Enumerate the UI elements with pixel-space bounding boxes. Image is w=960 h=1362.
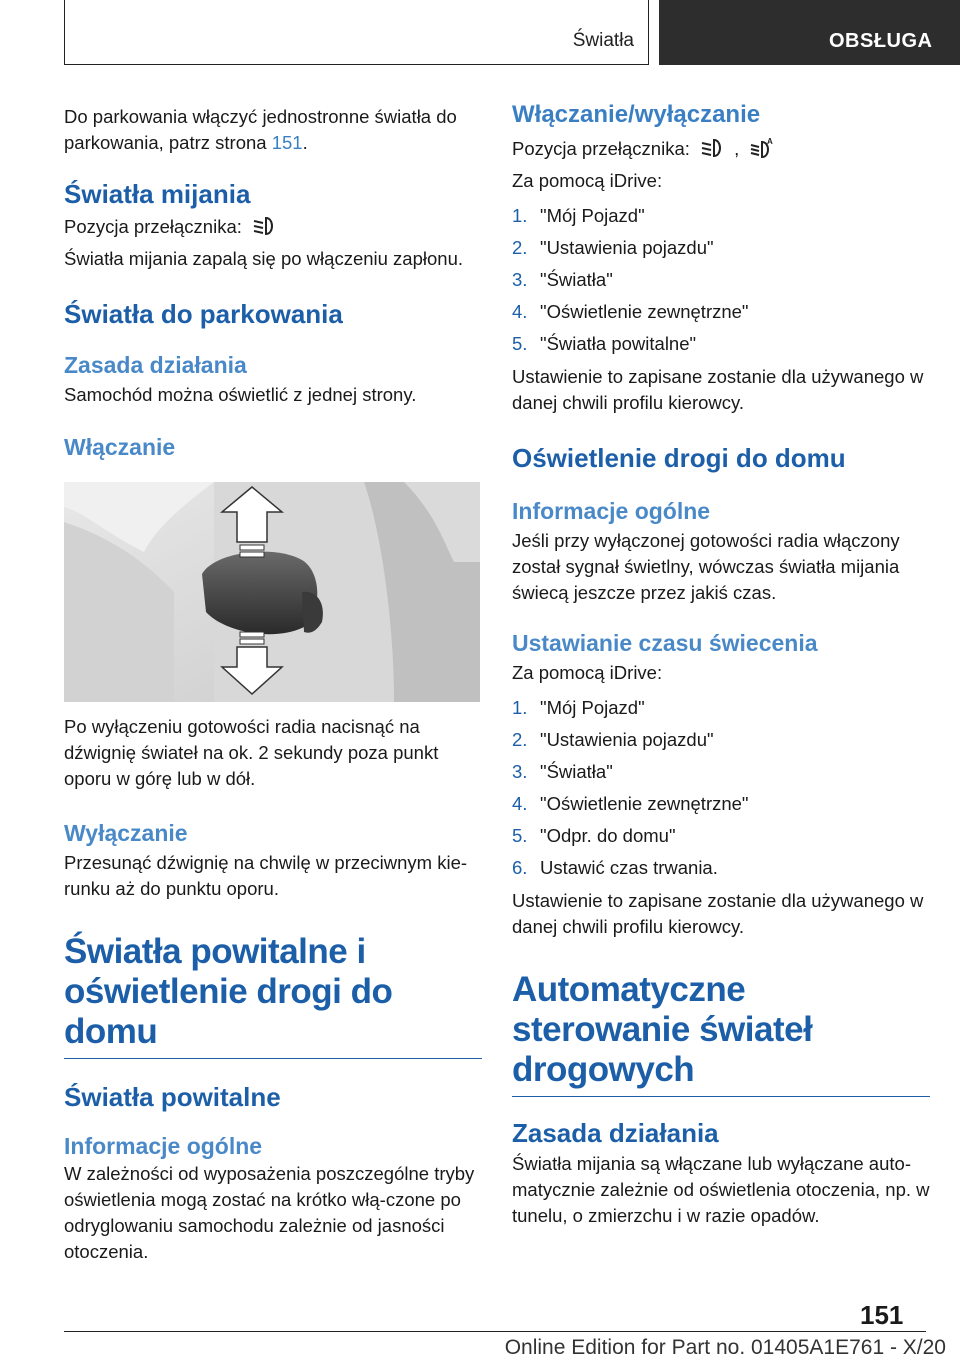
home-note: Ustawienie to zapisane zostanie dla używanego w danej chwili profilu kierowcy. — [512, 890, 924, 937]
onoff-switch-position — [512, 136, 930, 162]
page-reference-link[interactable]: 151 — [271, 132, 303, 153]
home-info-text: Jeśli przy wyłączonej gotowości radia włączony został sygnał świetlny, wówczas światła mijania świecą jeszcze przez jakiś czas. — [512, 530, 900, 603]
parking-on-text: Po wyłączeniu gotowości radia nacisnąć na dźwignię świateł na ok. 2 sekundy poza punkt oporu w górę lub w dół. — [64, 716, 439, 789]
heading-home-info: Informacje ogólne — [512, 498, 711, 524]
list-item-number: 3. — [512, 269, 528, 290]
icon-separator: , — [734, 138, 740, 159]
list-item-text: "Światła powitalne" — [540, 333, 697, 354]
list-item — [512, 852, 930, 884]
heading-on-off: Włączanie/wyłączanie — [512, 101, 761, 128]
low-beam-icon — [699, 137, 725, 159]
list-item — [512, 232, 930, 264]
heading-welcome-home: Światła powitalne i oświetlenie drogi do domu — [64, 932, 482, 1059]
list-item-number: 6. — [512, 857, 528, 878]
list-item-number: 4. — [512, 301, 528, 322]
list-item-text: Ustawić czas trwania. — [540, 857, 718, 878]
left-column — [64, 100, 482, 1265]
heading-parking-lights: Światła do parkowania — [64, 299, 343, 329]
heading-welcome-info: Informacje ogólne — [64, 1133, 263, 1159]
page-number: 151 — [860, 1300, 904, 1330]
heading-auto-high-beam: Automatyczne sterowanie świateł drogowych — [512, 970, 930, 1097]
list-item-text: "Światła" — [540, 761, 613, 782]
list-item-number: 3. — [512, 761, 528, 782]
heading-welcome-lights: Światła powitalne — [64, 1082, 281, 1112]
heading-home-time: Ustawianie czasu świecenia — [512, 630, 818, 656]
right-column — [512, 100, 930, 1229]
list-item-text: "Oświetlenie zewnętrzne" — [540, 793, 749, 814]
list-item-text: "Mój Pojazd" — [540, 697, 645, 718]
onoff-note: Ustawienie to zapisane zostanie dla używanego w danej chwili profilu kierowcy. — [512, 366, 924, 413]
lever-arrows-image — [64, 482, 480, 702]
list-item — [512, 264, 930, 296]
parking-off-text: Przesunąć dźwignię na chwilę w przeciwnym kie-runku aż do punktu oporu. — [64, 852, 468, 899]
footer-edition: Online Edition for Part no. 01405A1E761 - X/20 — [504, 1336, 946, 1359]
home-steps-list — [512, 692, 930, 884]
stalk-illustration — [64, 482, 480, 702]
list-item — [512, 724, 930, 756]
low-beam-icon — [251, 215, 277, 237]
onoff-steps-list — [512, 200, 930, 360]
list-item — [512, 820, 930, 852]
page-header-title: Światła — [572, 30, 634, 51]
home-idrive-label: Za pomocą iDrive: — [512, 662, 663, 683]
list-item — [512, 788, 930, 820]
list-item-text: "Oświetlenie zewnętrzne" — [540, 301, 749, 322]
list-item-number: 2. — [512, 237, 528, 258]
list-item-text: "Mój Pojazd" — [540, 205, 645, 226]
intro-paragraph — [64, 104, 482, 156]
list-item-text: "Ustawienia pojazdu" — [540, 237, 714, 258]
heading-low-beam: Światła mijania — [64, 179, 251, 209]
list-item-text: "Światła" — [540, 269, 613, 290]
header-section-tab — [659, 0, 960, 65]
heading-parking-on: Włączanie — [64, 434, 176, 460]
heading-parking-off: Wyłączanie — [64, 820, 188, 846]
switch-label: Pozycja przełącznika: — [64, 216, 242, 237]
auto-headlight-icon — [748, 137, 776, 159]
list-item-text: "Ustawienia pojazdu" — [540, 729, 714, 750]
parking-principle-text: Samochód można oświetlić z jednej strony. — [64, 384, 417, 405]
list-item — [512, 328, 930, 360]
list-item-number: 5. — [512, 333, 528, 354]
switch-label: Pozycja przełącznika: — [512, 138, 690, 159]
heading-auto-principle: Zasada działania — [512, 1118, 719, 1148]
svg-text:A: A — [767, 137, 774, 146]
list-item — [512, 200, 930, 232]
list-item-number: 2. — [512, 729, 528, 750]
list-item — [512, 296, 930, 328]
list-item-number: 4. — [512, 793, 528, 814]
heading-parking-principle: Zasada działania — [64, 352, 247, 378]
list-item — [512, 756, 930, 788]
list-item — [512, 692, 930, 724]
section-label: OBSŁUGA — [829, 30, 933, 52]
intro-text: Do parkowania włączyć jednostronne światła do parkowania, patrz strona — [64, 106, 457, 153]
list-item-number: 1. — [512, 205, 528, 226]
list-item-number: 1. — [512, 697, 528, 718]
onoff-idrive-label: Za pomocą iDrive: — [512, 170, 663, 191]
welcome-info-text: W zależności od wyposażenia poszczególne tryby oświetlenia mogą zostać na krótko włą-czone po odryglowaniu samochodu zależnie od jasności otoczenia. — [64, 1163, 475, 1262]
heading-home-lights: Oświetlenie drogi do domu — [512, 443, 846, 473]
footer-divider — [64, 1331, 926, 1332]
low-beam-switch-position — [64, 214, 482, 240]
intro-end: . — [302, 132, 308, 153]
header-title-box — [64, 0, 649, 65]
auto-principle-text: Światła mijania są włączane lub wyłączane auto-matycznie zależnie od oświetlenia otoczenia, np. w tunelu, o zmierzchu i w razie opadów. — [512, 1153, 930, 1226]
list-item-number: 5. — [512, 825, 528, 846]
list-item-text: "Odpr. do domu" — [540, 825, 676, 846]
low-beam-text: Światła mijania zapalą się po włączeniu zapłonu. — [64, 248, 464, 269]
